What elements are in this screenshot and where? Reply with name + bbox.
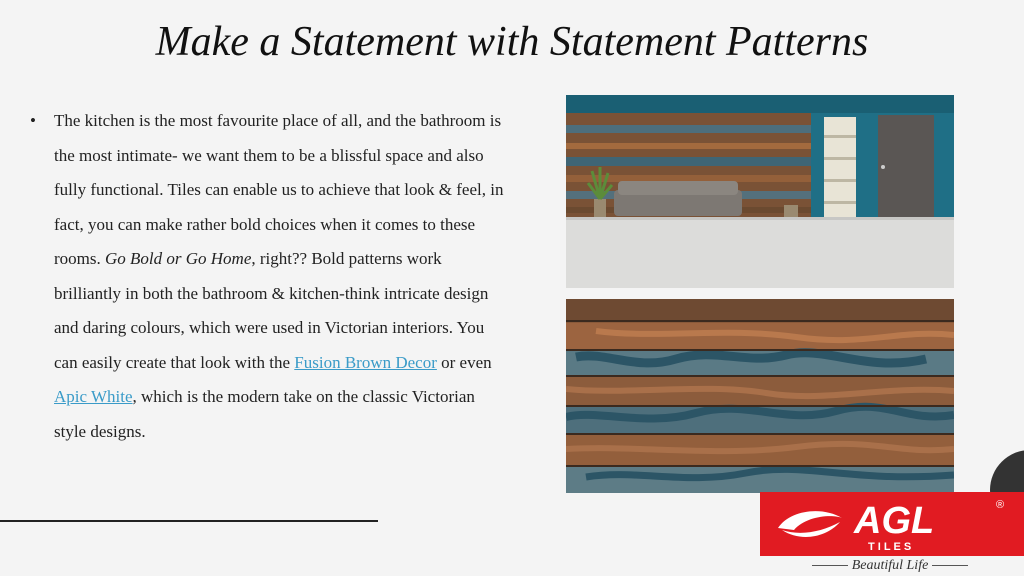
- tagline-left-line: [812, 565, 848, 566]
- registered-mark: ®: [996, 499, 1005, 511]
- fusion-brown-decor-link[interactable]: Fusion Brown Decor: [294, 352, 437, 372]
- tagline-text: Beautiful Life: [851, 558, 929, 573]
- bullet-marker: •: [30, 111, 36, 130]
- apic-white-link[interactable]: Apic White: [54, 387, 133, 406]
- paragraph-body: [54, 104, 510, 449]
- bullet-paragraph: [30, 104, 510, 449]
- logo-brand-text: AGL: [854, 500, 935, 542]
- logo-sub-text: T I L E S: [868, 541, 912, 553]
- paragraph-text-3: or even: [436, 352, 492, 372]
- logo-tagline: [790, 558, 990, 574]
- paragraph-text-1: The kitchen is the most favourite place of all, and the bathroom is the most intimate- we want them to be a blissful space and also fully functional. Tiles can enable us to achieve that look & feel, in fact, you can make rather bold choices when it comes to these rooms.: [54, 111, 504, 268]
- fusion-brown-tile-photo: [566, 299, 954, 493]
- divider-line: [0, 520, 378, 522]
- paragraph-text-4: , which is the modern take on the classic Victorian style designs.: [54, 387, 475, 441]
- paragraph-italic-phrase: Go Bold or Go Home: [105, 249, 252, 268]
- paragraph-text-2: , right?? Bold patterns work brilliantly in both the bathroom & kitchen-think intricate design and daring colours, which were used in Victorian interiors. You can easily create that look with the: [54, 249, 489, 372]
- agl-tiles-logo: [760, 492, 1024, 556]
- slide-title: Make a Statement with Statement Patterns: [155, 19, 869, 65]
- living-room-photo: [566, 95, 954, 288]
- tagline-right-line: [932, 565, 968, 566]
